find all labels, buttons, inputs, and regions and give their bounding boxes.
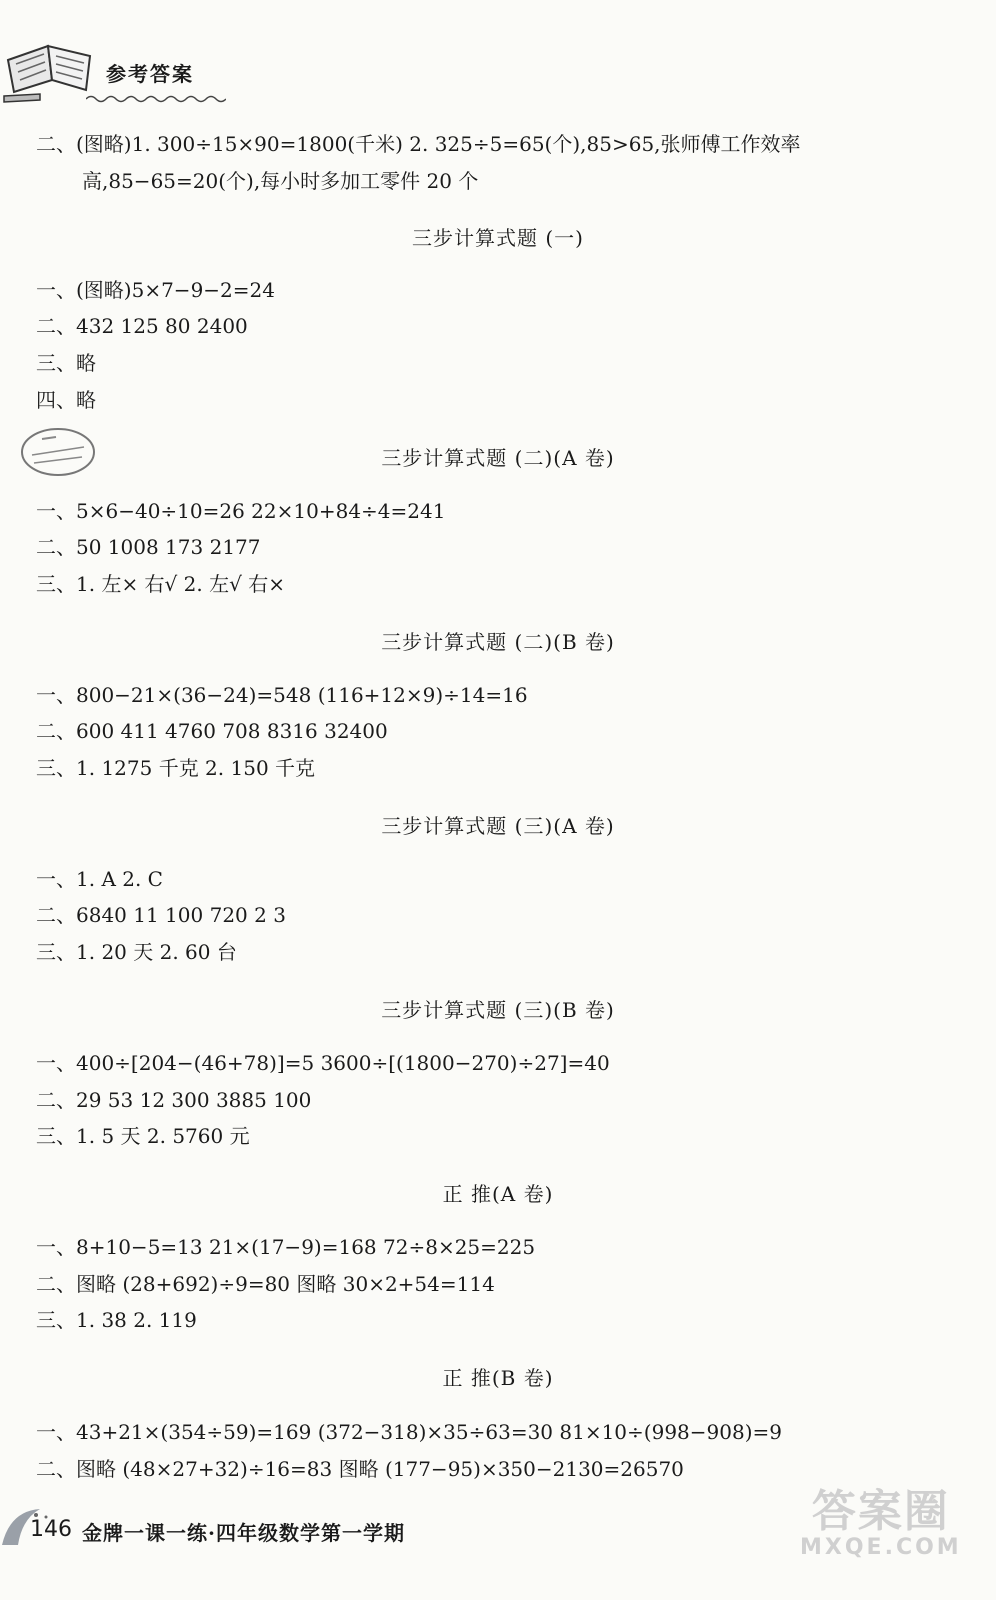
section-title: 正 推(A 卷) [442, 1182, 554, 1206]
answer-line: 三、1. 左× 右√ 2. 左√ 右× [36, 572, 285, 596]
section-title: 正 推(B 卷) [442, 1366, 554, 1390]
section-title: 三步计算式题 (三)(A 卷) [381, 814, 615, 838]
answer-line: 三、略 [36, 351, 96, 375]
watermark-logo-text: 答案圈 [811, 1486, 950, 1537]
answer-line: 二、50 1008 173 2177 [36, 535, 261, 559]
answer-line: 一、8+10−5=13 21×(17−9)=168 72÷8×25=225 [36, 1235, 536, 1259]
page-title: 参考答案 [106, 62, 194, 86]
watermark-url: MXQE.COM [800, 1535, 962, 1560]
page-number: 146 [30, 1517, 72, 1542]
answer-line: 二、(图略)1. 300÷15×90=1800(千米) 2. 325÷5=65(个),85>65,张师傅工作效率 [36, 132, 801, 156]
answer-line: 二、600 411 4760 708 8316 32400 [36, 719, 388, 743]
wavy-divider [86, 94, 226, 104]
answer-line: 一、(图略)5×7−9−2=24 [36, 278, 275, 302]
answer-line: 二、6840 11 100 720 2 3 [36, 903, 286, 927]
answer-line: 二、图略 (28+692)÷9=80 图略 30×2+54=114 [36, 1272, 495, 1296]
answer-line: 一、43+21×(354÷59)=169 (372−318)×35÷63=30 81×10÷(998−908)=9 [36, 1420, 782, 1444]
answer-line: 一、400÷[204−(46+78)]=5 3600÷[(1800−270)÷27]=40 [36, 1051, 610, 1075]
answer-line: 一、5×6−40÷10=26 22×10+84÷4=241 [36, 499, 446, 523]
answer-line: 高,85−65=20(个),每小时多加工零件 20 个 [82, 169, 479, 193]
section-title: 三步计算式题 (二)(A 卷) [381, 446, 615, 470]
answer-line: 三、1. 20 天 2. 60 台 [36, 940, 237, 964]
section-title: 三步计算式题 (二)(B 卷) [381, 630, 615, 654]
page-header [0, 38, 240, 118]
answer-line: 三、1. 5 天 2. 5760 元 [36, 1124, 250, 1148]
section-title: 三步计算式题 (三)(B 卷) [381, 998, 615, 1022]
answer-line: 二、432 125 80 2400 [36, 314, 248, 338]
answer-line: 二、29 53 12 300 3885 100 [36, 1088, 312, 1112]
watermark [800, 1475, 962, 1560]
book-title: 金牌一课一练·四年级数学第一学期 [82, 1521, 405, 1545]
answer-line: 二、图略 (48×27+32)÷16=83 图略 (177−95)×350−2130=26570 [36, 1457, 684, 1481]
answer-line: 四、略 [36, 388, 96, 412]
answer-line: 三、1. 38 2. 119 [36, 1308, 197, 1332]
open-book-icon [0, 38, 100, 108]
answer-line: 一、1. A 2. C [36, 867, 163, 891]
answer-line: 三、1. 1275 千克 2. 150 千克 [36, 756, 316, 780]
section-title: 三步计算式题 (一) [412, 226, 584, 250]
answer-line: 一、800−21×(36−24)=548 (116+12×9)÷14=16 [36, 683, 528, 707]
